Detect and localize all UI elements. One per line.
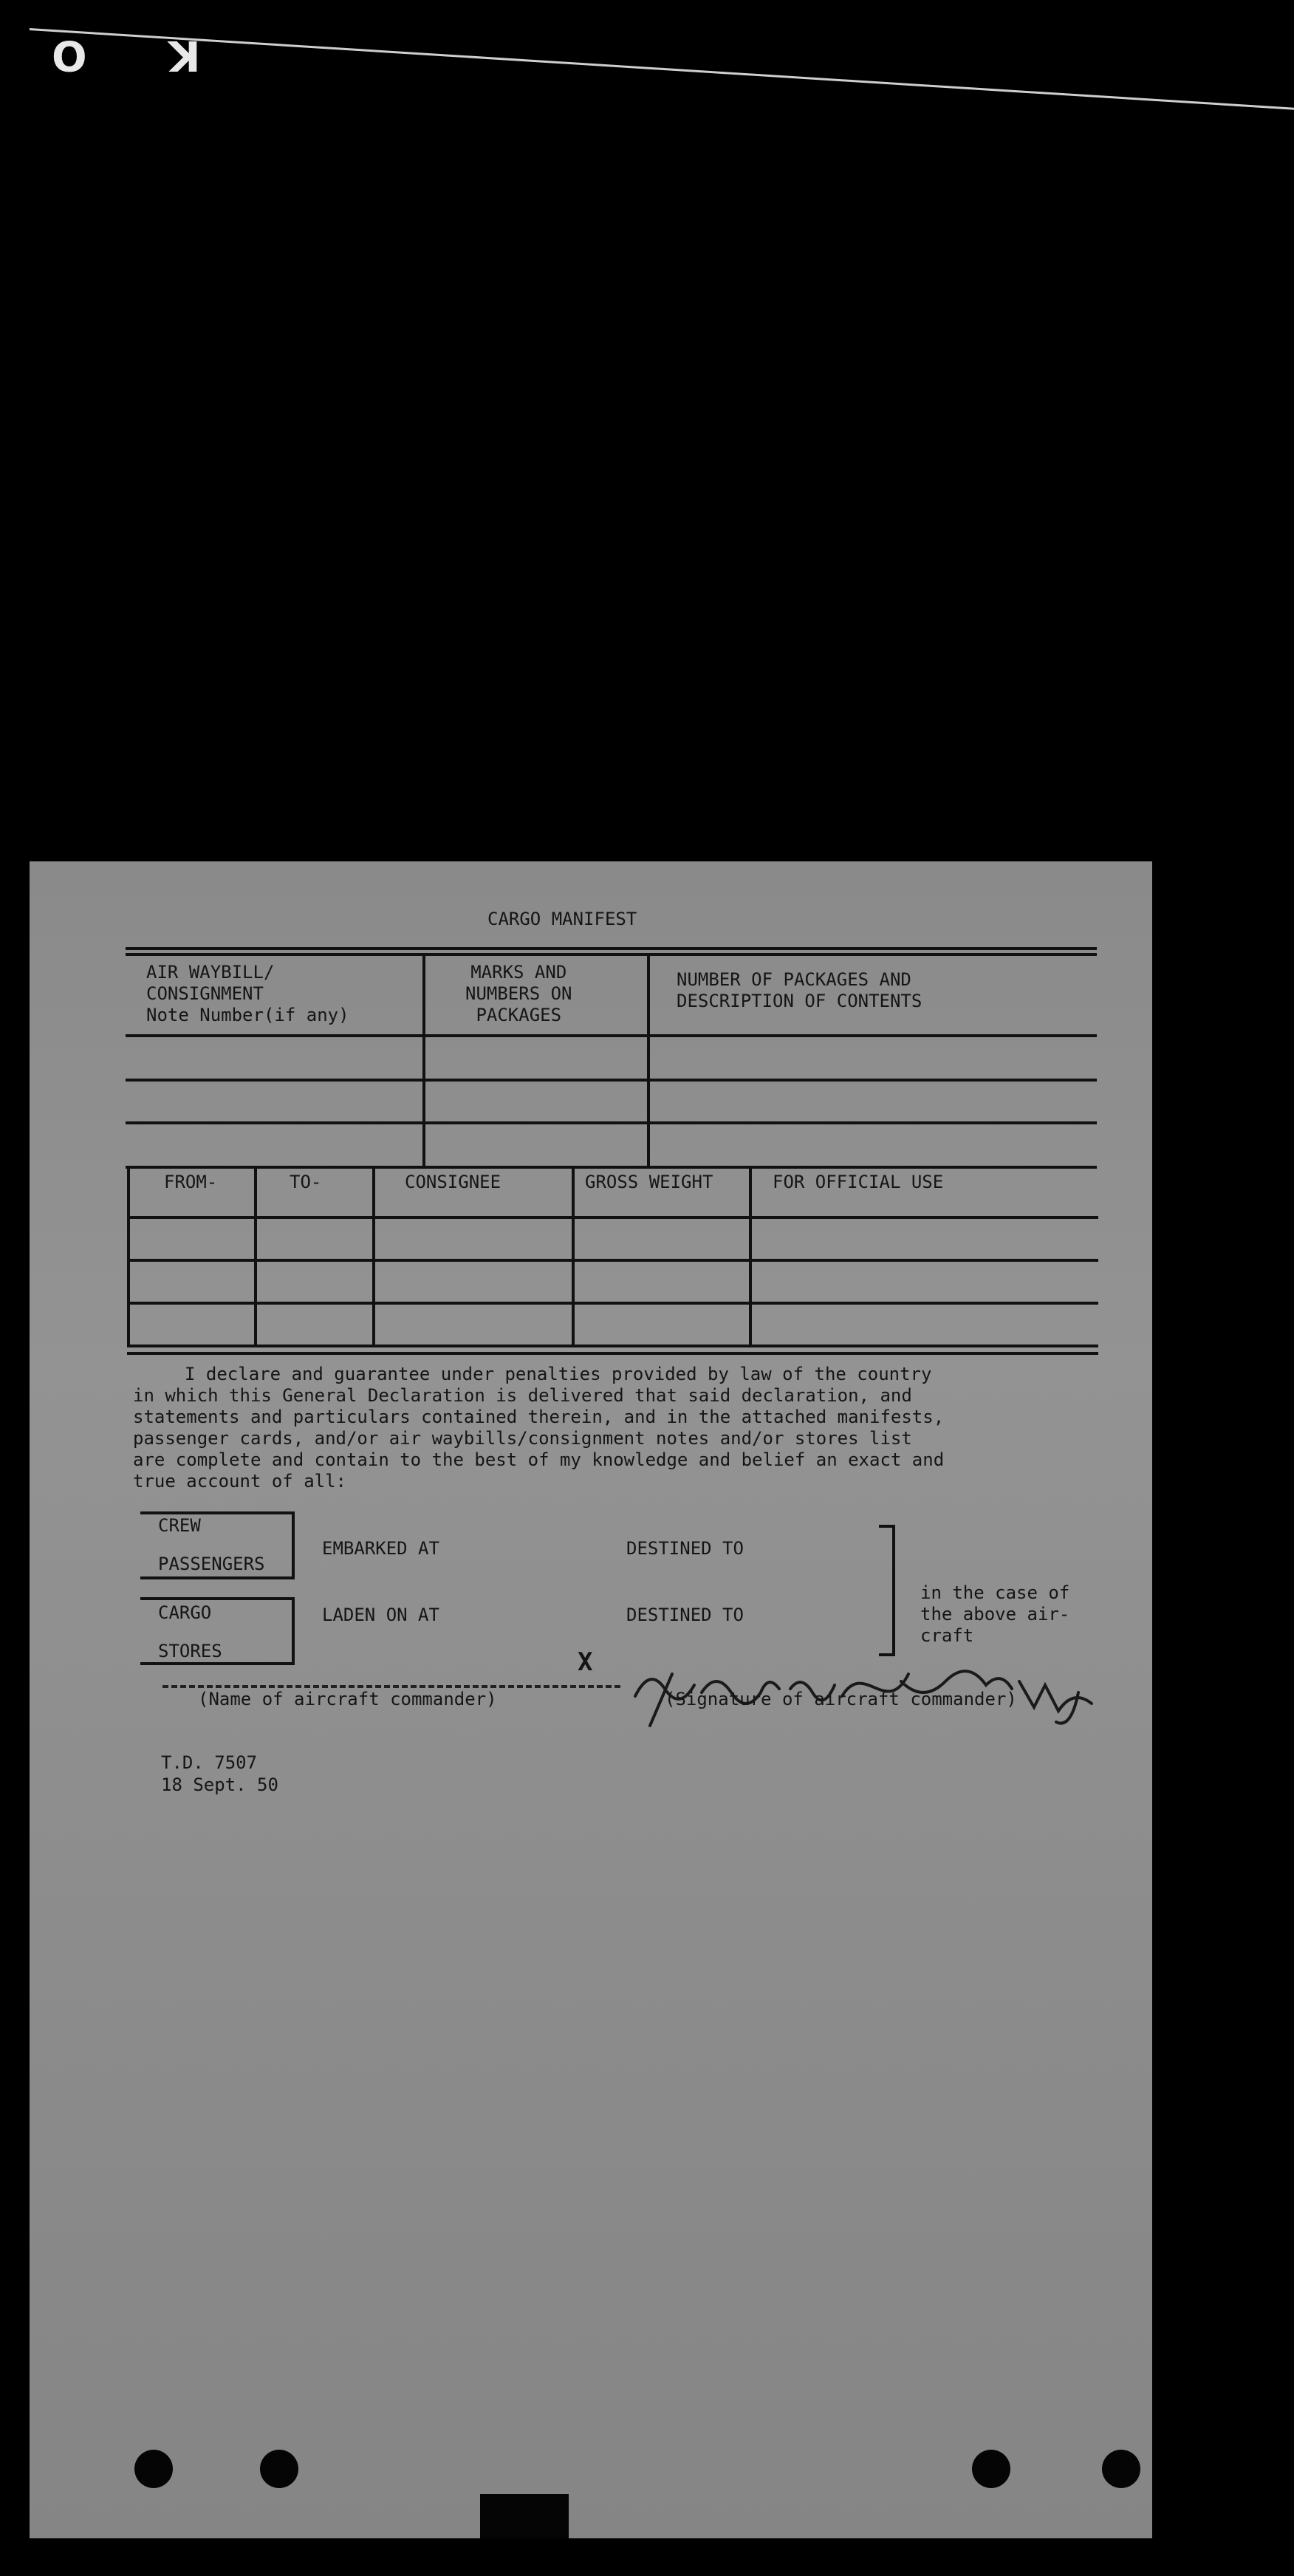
table1-col-divider xyxy=(422,953,425,1166)
table2-col-divider xyxy=(372,1166,375,1347)
signature-of-commander-label: (Signature of aircraft commander) xyxy=(665,1689,1017,1709)
destined-to-label-2: DESTINED TO xyxy=(626,1605,744,1625)
table1-row-line xyxy=(126,1079,1097,1082)
packages-header: NUMBER OF PACKAGES AND DESCRIPTION OF CONTENTS xyxy=(677,969,922,1011)
from-header: FROM- xyxy=(164,1172,218,1192)
table2-col-divider xyxy=(254,1166,257,1347)
table1-row-line xyxy=(126,1034,1097,1037)
punch-hole xyxy=(972,2450,1010,2488)
table2-row-line xyxy=(127,1259,1098,1262)
marks-header: MARKS AND NUMBERS ON PACKAGES xyxy=(465,962,572,1025)
table2-col-divider xyxy=(572,1166,575,1347)
waybill-header: AIR WAYBILL/ CONSIGNMENT Note Number(if any) xyxy=(146,962,349,1025)
form-date: 18 Sept. 50 xyxy=(161,1774,278,1795)
bracket-mark xyxy=(879,1525,895,1656)
table1-col-divider xyxy=(647,953,650,1166)
aircraft-side-note: in the case of the above air- craft xyxy=(920,1582,1070,1646)
table2-row-line xyxy=(127,1216,1098,1219)
document-page xyxy=(30,861,1152,2538)
name-dash-line xyxy=(162,1685,620,1688)
crew-passengers-label: CREW PASSENGERS xyxy=(158,1515,265,1574)
punch-hole xyxy=(260,2450,298,2488)
scan-edge-line xyxy=(30,28,1294,110)
x-mark: X xyxy=(578,1647,593,1677)
laden-on-at-label: LADEN ON AT xyxy=(322,1605,439,1625)
destined-to-label: DESTINED TO xyxy=(626,1538,744,1559)
to-header: TO- xyxy=(290,1172,322,1192)
declaration-text: I declare and guarantee under penalties provided by law of the country in which this General Declaration is delivered that said declaration, and statements and particulars contained therein, and in the attached manifests, passenger cards, and/or air waybills/consignment notes and/or stores list are complete and contain to the best of my knowledge and belief an exact and true account of all: xyxy=(133,1364,945,1492)
cargo-stores-label: CARGO STORES xyxy=(158,1602,222,1661)
form-number: T.D. 7507 xyxy=(161,1752,258,1773)
punch-hole xyxy=(1102,2450,1140,2488)
table1-top-rule xyxy=(126,947,1097,950)
document-title: CARGO MANIFEST xyxy=(487,909,637,929)
table2-row-line xyxy=(127,1302,1098,1305)
gross-weight-header: GROSS WEIGHT xyxy=(585,1172,713,1192)
frame-mark-k: K xyxy=(168,31,201,79)
table1-bottom-rule xyxy=(126,1166,1097,1169)
table2-bottom-rule2 xyxy=(127,1352,1098,1355)
official-use-header: FOR OFFICIAL USE xyxy=(773,1172,944,1192)
table2-left-edge xyxy=(127,1166,130,1347)
punch-hole xyxy=(134,2450,173,2488)
binding-tab xyxy=(480,2494,569,2538)
table2-bottom-rule xyxy=(127,1345,1098,1347)
name-of-commander-label: (Name of aircraft commander) xyxy=(198,1689,497,1709)
frame-mark-o: O xyxy=(52,31,87,79)
table1-top-rule2 xyxy=(126,953,1097,956)
consignee-header: CONSIGNEE xyxy=(405,1172,501,1192)
table2-col-divider xyxy=(749,1166,752,1347)
embarked-at-label: EMBARKED AT xyxy=(322,1538,439,1559)
table1-row-line xyxy=(126,1121,1097,1124)
